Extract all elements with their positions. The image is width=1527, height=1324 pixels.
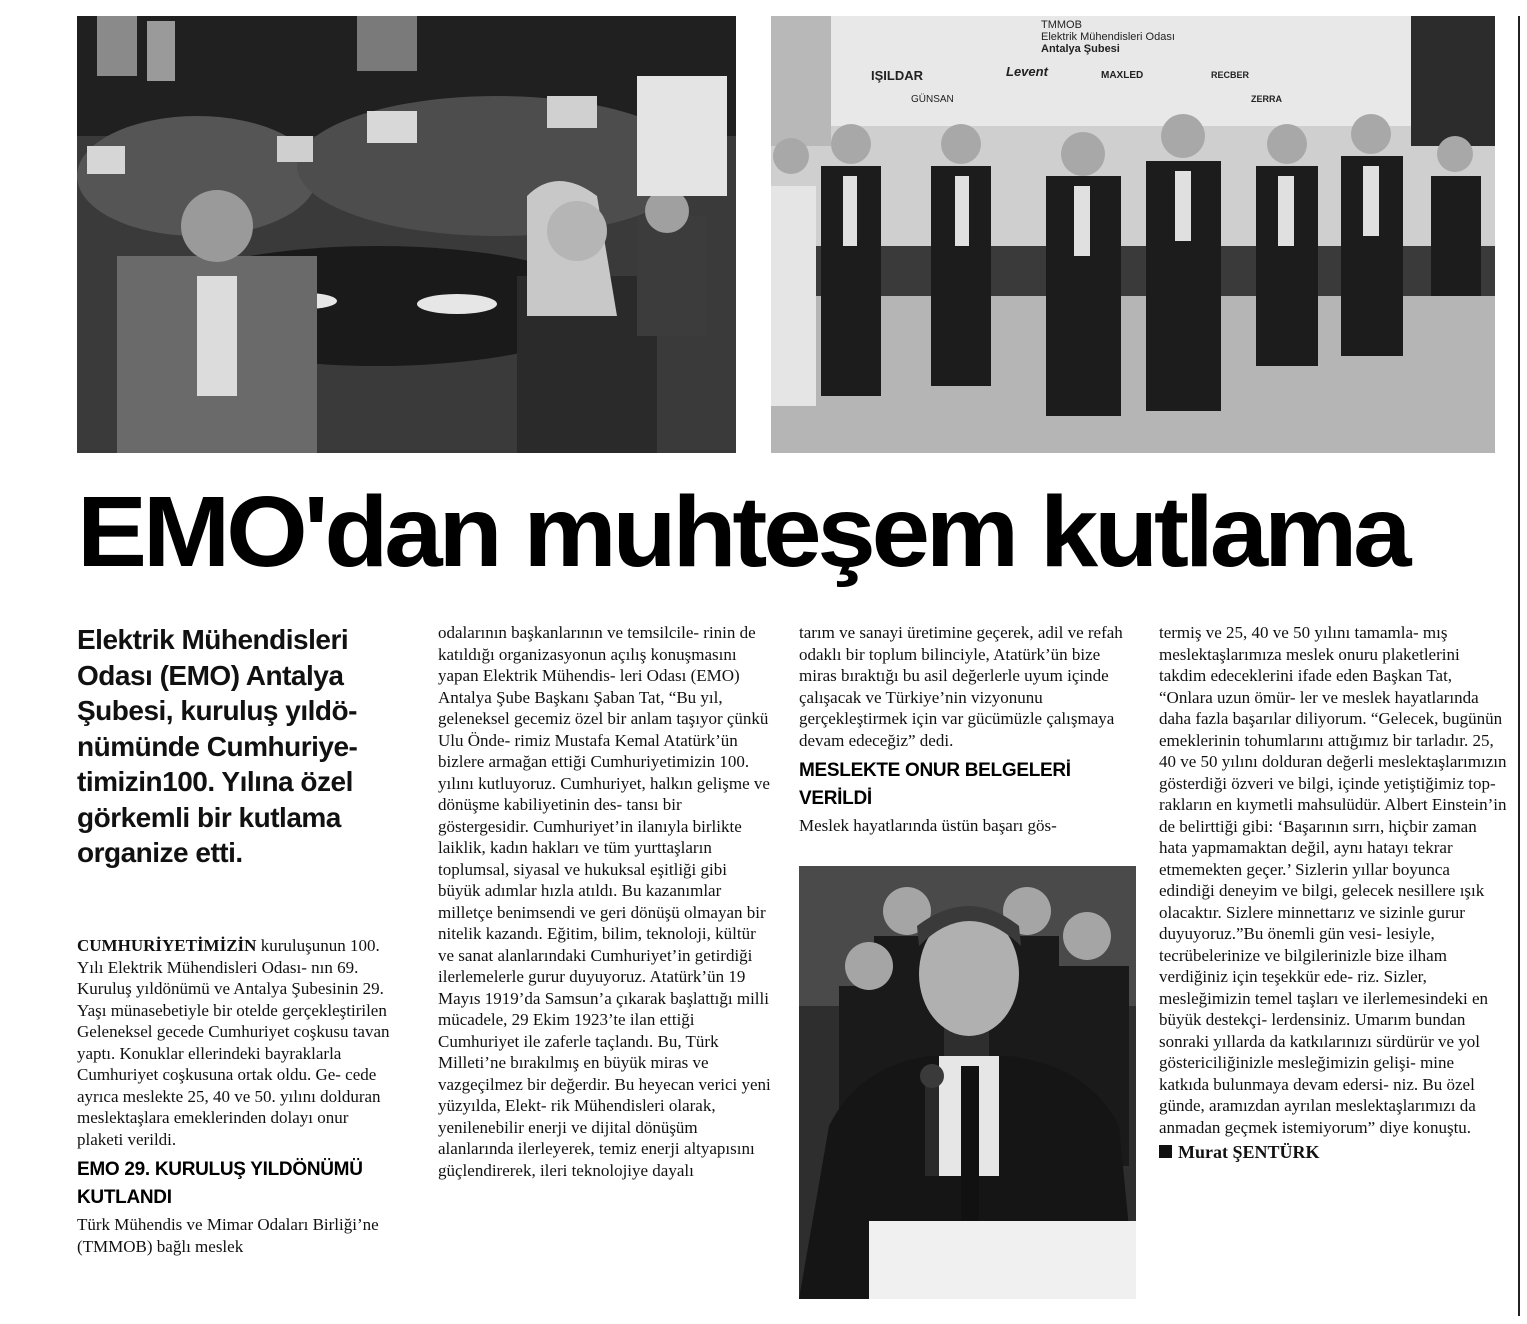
body-paragraph: odalarının başkanlarının ve temsilcile- rinin de katıldığı organizasyonun açılış konuşmasını yapan Elektrik Mühendis- leri Odası (EMO) Antalya Şube Başkanı Şaban Tat, “Bu yıl, geleneksel gecemiz özel bir anlam taşıyor çünkü Ulu Önde- rimiz Mustafa Kemal Atatürk’ün bizlere armağan ettiği Cumhuriyetimizin 100. yılını kutluyoruz. Cumhuriyet, halkın gelişme ve dönüşme kabiliyetinin des- tansı bir göstergesidir. Cumhuriyet’in ilanıyla birlikte laiklik, kadın hakları ve tüm yurttaşların toplumsal, siyasal ve hukuksal eşitliği gibi büyük adımlar hızla atıldı. Bu kazanımlar milletçe benimsendi ve geri dönüşü olmayan bir nitelik kazandı. Eğitim, bilim, teknoloji, kültür ve sanat alanlarındaki Cumhuriyet’in getirdiği ilerlemelerle gurur duyuyoruz. Atatürk’ün 19 Mayıs 1919’da Samsun’a çıkarak başlattığı milli mücadele, 29 Ekim 1923’te ilan ettiği Cumhuriyet ile zaferle taçlandı. Bu, Türk Milleti’ne bırakılmış en büyük miras ve vazgeçilmez bir değerdir. Bu heyecan verici yeni yüzyılda, Elekt- rik Mühendisleri olarak, yenilenebilir enerji ve dijital dönüşüm alanlarında ilerleyerek, temiz enerji altyapısını güçlendirerek, ileri teknolojiye dayalı bbox=[438, 623, 771, 1180]
body-paragraph: Türk Mühendis ve Mimar Odaları Birliği’ne (TMMOB) bağlı meslek bbox=[77, 1215, 379, 1256]
article-column-4 bbox=[1159, 622, 1507, 1164]
lead-paragraph: Elektrik Mühendisleri Odası (EMO) Antalya Şubesi, kuruluş yıldö- nümünde Cumhuriye- timizin100. Yılına özel görkemli bir kutlama organize etti. bbox=[77, 624, 358, 868]
photo-speaker-at-podium bbox=[799, 866, 1136, 1299]
body-paragraph: termiş ve 25, 40 ve 50 yılını tamamla- mış meslektaşlarımıza meslek onuru plaketlerini takdim edeceklerini ifade eden Başkan Tat, “Onlara uzun ömür- ler ve meslek hayatlarında daha fazla başarılar diliyorum. “Gelecek, bugünün emeklerinin tohumlarını attığımız bir tarladır. 25, 40 ve 50 yılını dolduran değerli meslektaşlarımızın gösterdiği özveri ve bilgi, içinde yetiştiğimiz top- rakların en kıymetli mahsulüdür. Albert Einstein’in de belirttiği gibi: ‘Başarının sırrı, hiçbir zaman hata yapmamaktan değil, aynı hatayı tekrar etmemekten geçer.’ Sizlerin yıllar boyunca edindiği deneyim ve bilgi, gelecek nesillere ışık olacaktır. Sizlere minnettarız ve sizinle gurur duyuyoruz.”Bu önemli gün vesi- lesiyle, tecrübelerinize ve bilgilerinizle bize ilham verdiğiniz için teşekkür ede- riz. Sizler, mesleğimizin temel taşları ve ilerlemesindeki en büyük destekçi- lerdensiniz. Umarım bundan sonraki yıllarda da katkılarınızı sürdürür ve yol göstericiliğinizle mesleğimizin gelişi- mine katkıda bulunmaya devam edersi- niz. Bu özel günde, aramızdan ayrılan meslektaşlarımızı da anmadan geçmek istemiyorum” diye konuştu. bbox=[1159, 623, 1507, 1137]
column-rule bbox=[1518, 16, 1520, 1316]
byline bbox=[1159, 1142, 1507, 1164]
article-column-1 bbox=[77, 935, 397, 1257]
article-column-2 bbox=[438, 622, 773, 1181]
body-paragraph bbox=[77, 935, 397, 1150]
stage-banner-line-2: Elektrik Mühendisleri Odası bbox=[1041, 31, 1175, 43]
byline-author: Murat ŞENTÜRK bbox=[1178, 1142, 1320, 1162]
body-paragraph: tarım ve sanayi üretimine geçerek, adil ve refah odaklı bir toplum bilinciyle, Atatürk’ün bize miras bıraktığı bu asil değerlerle uyum içinde çalışacak ve Türkiye’nin vizyonunu gerçekleştirmek için var gücümüzle çalışmaya devam edeceğiz” dedi. bbox=[799, 623, 1123, 750]
sponsor-recber: RECBER bbox=[1211, 70, 1250, 80]
sponsor-gunsan: GÜNSAN bbox=[911, 94, 954, 105]
sponsor-maxled: MAXLED bbox=[1101, 70, 1144, 81]
stage-banner-line-1: TMMOB bbox=[1041, 19, 1082, 31]
headline: EMO'dan muhteşem kutlama bbox=[77, 476, 1408, 588]
sponsor-zerra: ZERRA bbox=[1251, 94, 1282, 104]
opening-word: CUMHURİYETİMİZİN bbox=[77, 936, 257, 955]
article-column-3 bbox=[799, 622, 1136, 837]
opening-text: kuruluşunun 100. Yılı Elektrik Mühendisleri Odası- nın 69. Kuruluş yıldönümü ve Antalya Şubesinin 29. Yaşı münasebetiyle bir otelde gerçekleştirilen Geleneksel gecede Cumhuriyet coşkusu tavan yaptı. Konuklar ellerindeki bayraklarla Cumhuriyet coşkusuna ortak oldu. Ge- cede ayrıca meslekte 25, 40 ve 50. yılını dolduran meslektaşlara emeklerinden dolayı onur plaketi verildi. bbox=[77, 936, 390, 1149]
photo-stage-group bbox=[771, 16, 1495, 453]
sponsor-isildar: IŞILDAR bbox=[871, 68, 923, 83]
stage-banner-line-3: Antalya Şubesi bbox=[1041, 43, 1120, 55]
photo-dinner-guests-with-flags bbox=[77, 16, 736, 453]
subheading-anniversary: EMO 29. KURULUŞ YILDÖNÜMÜ KUTLANDI bbox=[77, 1159, 363, 1208]
sponsor-levent: Levent bbox=[1006, 64, 1048, 79]
body-paragraph: Meslek hayatlarında üstün başarı gös- bbox=[799, 816, 1057, 835]
byline-square-icon bbox=[1159, 1145, 1172, 1158]
subheading-honor-awards: MESLEKTE ONUR BELGELERİ VERİLDİ bbox=[799, 760, 1071, 809]
